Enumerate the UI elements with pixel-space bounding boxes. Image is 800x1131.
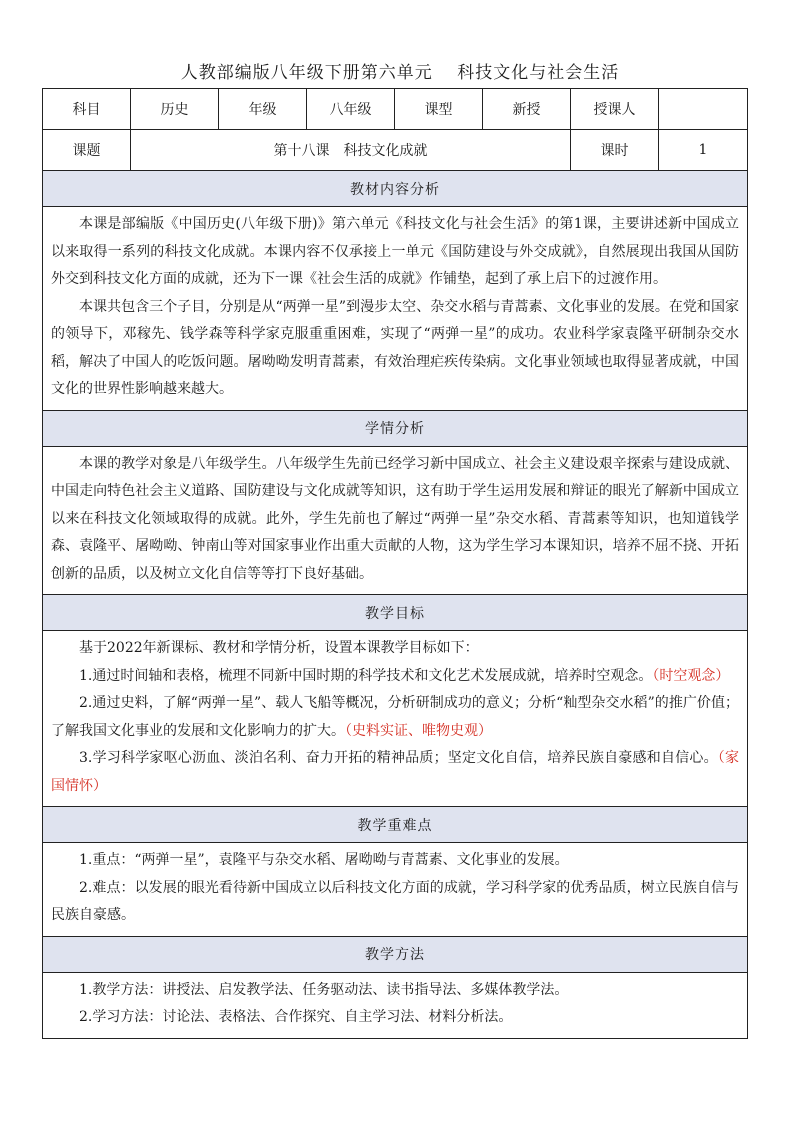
subject-value: 历史 <box>131 89 219 130</box>
method-1: 1.教学方法：讲授法、启发教学法、任务驱动法、读书指导法、多媒体教学法。 <box>79 981 569 998</box>
goal-2-tag: （史料实证、唯物史观） <box>345 722 492 739</box>
goal-item-1 <box>51 663 739 691</box>
topic-label: 课题 <box>43 130 131 171</box>
lesson-plan-table <box>42 88 748 1039</box>
hours-label: 课时 <box>571 130 659 171</box>
goal-item-2 <box>51 690 739 745</box>
grade-value: 八年级 <box>307 89 395 130</box>
section-title-goals: 教学目标 <box>43 595 748 631</box>
header-row-2 <box>43 130 748 171</box>
lesson-type-label: 课型 <box>395 89 483 130</box>
section-body-goals <box>43 631 748 807</box>
section-body-keypoints <box>43 843 748 937</box>
goal-2-text: 2.通过史料，了解“两弹一星”、载人飞船等概况，分析研制成功的意义；分析“籼型杂交水稻”的推广价值；了解我国文化事业的发展和文化影响力的扩大。 <box>51 695 739 739</box>
grade-label: 年级 <box>219 89 307 130</box>
keypoint-2: 2.难点：以发展的眼光看待新中国成立以后科技文化方面的成就，学习科学家的优秀品质，树立民族自信与民族自豪感。 <box>51 879 739 923</box>
hours-value: 1 <box>659 130 748 171</box>
section-body-material <box>43 207 748 411</box>
students-paragraph: 本课的教学对象是八年级学生。八年级学生先前已经学习新中国成立、社会主义建设艰辛探索与建设成就、中国走向特色社会主义道路、国防建设与文化成就等知识，这有助于学生运用发展和辩证的眼光了解新中国成立以来在科技文化领域取得的成就。此外，学生先前也了解过“两弹一星”杂交水稻、青蒿素等知识，也知道钱学森、袁隆平、屠呦呦、钟南山等对国家事业作出重大贡献的人物，这为学生学习本课知识，培养不屈不挠、开拓创新的品质，以及树立文化自信等等打下良好基础。 <box>51 455 739 582</box>
method-2: 2.学习方法：讨论法、表格法、合作探究、自主学习法、材料分析法。 <box>79 1009 513 1025</box>
section-title-keypoints: 教学重难点 <box>43 807 748 843</box>
lesson-type-value: 新授 <box>483 89 571 130</box>
material-paragraph-1: 本课是部编版《中国历史(八年级下册)》第六单元《科技文化与社会生活》的第1课，主要讲述新中国成立以来取得一系列的科技文化成就。本课内容不仅承接上一单元《国防建设与外交成就》，自然展现出我国从国防外交到科技文化方面的成就，还为下一课《社会生活的成就》作铺垫，起到了承上启下的过渡作用。 <box>51 216 739 287</box>
topic-value: 第十八课 科技文化成就 <box>131 130 571 171</box>
keypoint-1: 1.重点：“两弹一星”，袁隆平与杂交水稻、屠呦呦与青蒿素、文化事业的发展。 <box>79 852 569 868</box>
section-title-students: 学情分析 <box>43 410 748 446</box>
section-title-methods: 教学方法 <box>43 936 748 972</box>
header-row-1 <box>43 89 748 130</box>
goal-3-tag: （家国情怀） <box>51 750 740 794</box>
subject-label: 科目 <box>43 89 131 130</box>
goal-item-3 <box>51 745 739 800</box>
material-paragraph-2: 本课共包含三个子目，分别是从“两弹一星”到漫步太空、杂交水稻与青蒿素、文化事业的发展。在党和国家的领导下，邓稼先、钱学森等科学家克服重重困难，实现了“两弹一星”的成功。农业科学家袁隆平研制杂交水稻，解决了中国人的吃饭问题。屠呦呦发明青蒿素，有效治理疟疾传染病。文化事业领域也取得显著成就，中国文化的世界性影响越来越大。 <box>51 298 739 397</box>
goal-3-text: 3.学习科学家呕心沥血、淡泊名利、奋力开拓的精神品质；坚定文化自信，培养民族自豪感和自信心。 <box>79 750 718 766</box>
teacher-value <box>659 89 748 130</box>
document-title: 人教部编版八年级下册第六单元 科技文化与社会生活 <box>180 63 620 83</box>
section-body-methods <box>43 972 748 1038</box>
section-body-students <box>43 446 748 595</box>
teacher-label: 授课人 <box>571 89 659 130</box>
goals-intro: 基于2022年新课标、教材和学情分析，设置本课教学目标如下： <box>79 640 479 656</box>
section-title-material: 教材内容分析 <box>43 171 748 207</box>
goal-1-text: 1.通过时间轴和表格，梳理不同新中国时期的科学技术和文化艺术发展成就，培养时空观念。 <box>79 667 653 684</box>
goal-1-tag: （时空观念） <box>652 667 730 684</box>
